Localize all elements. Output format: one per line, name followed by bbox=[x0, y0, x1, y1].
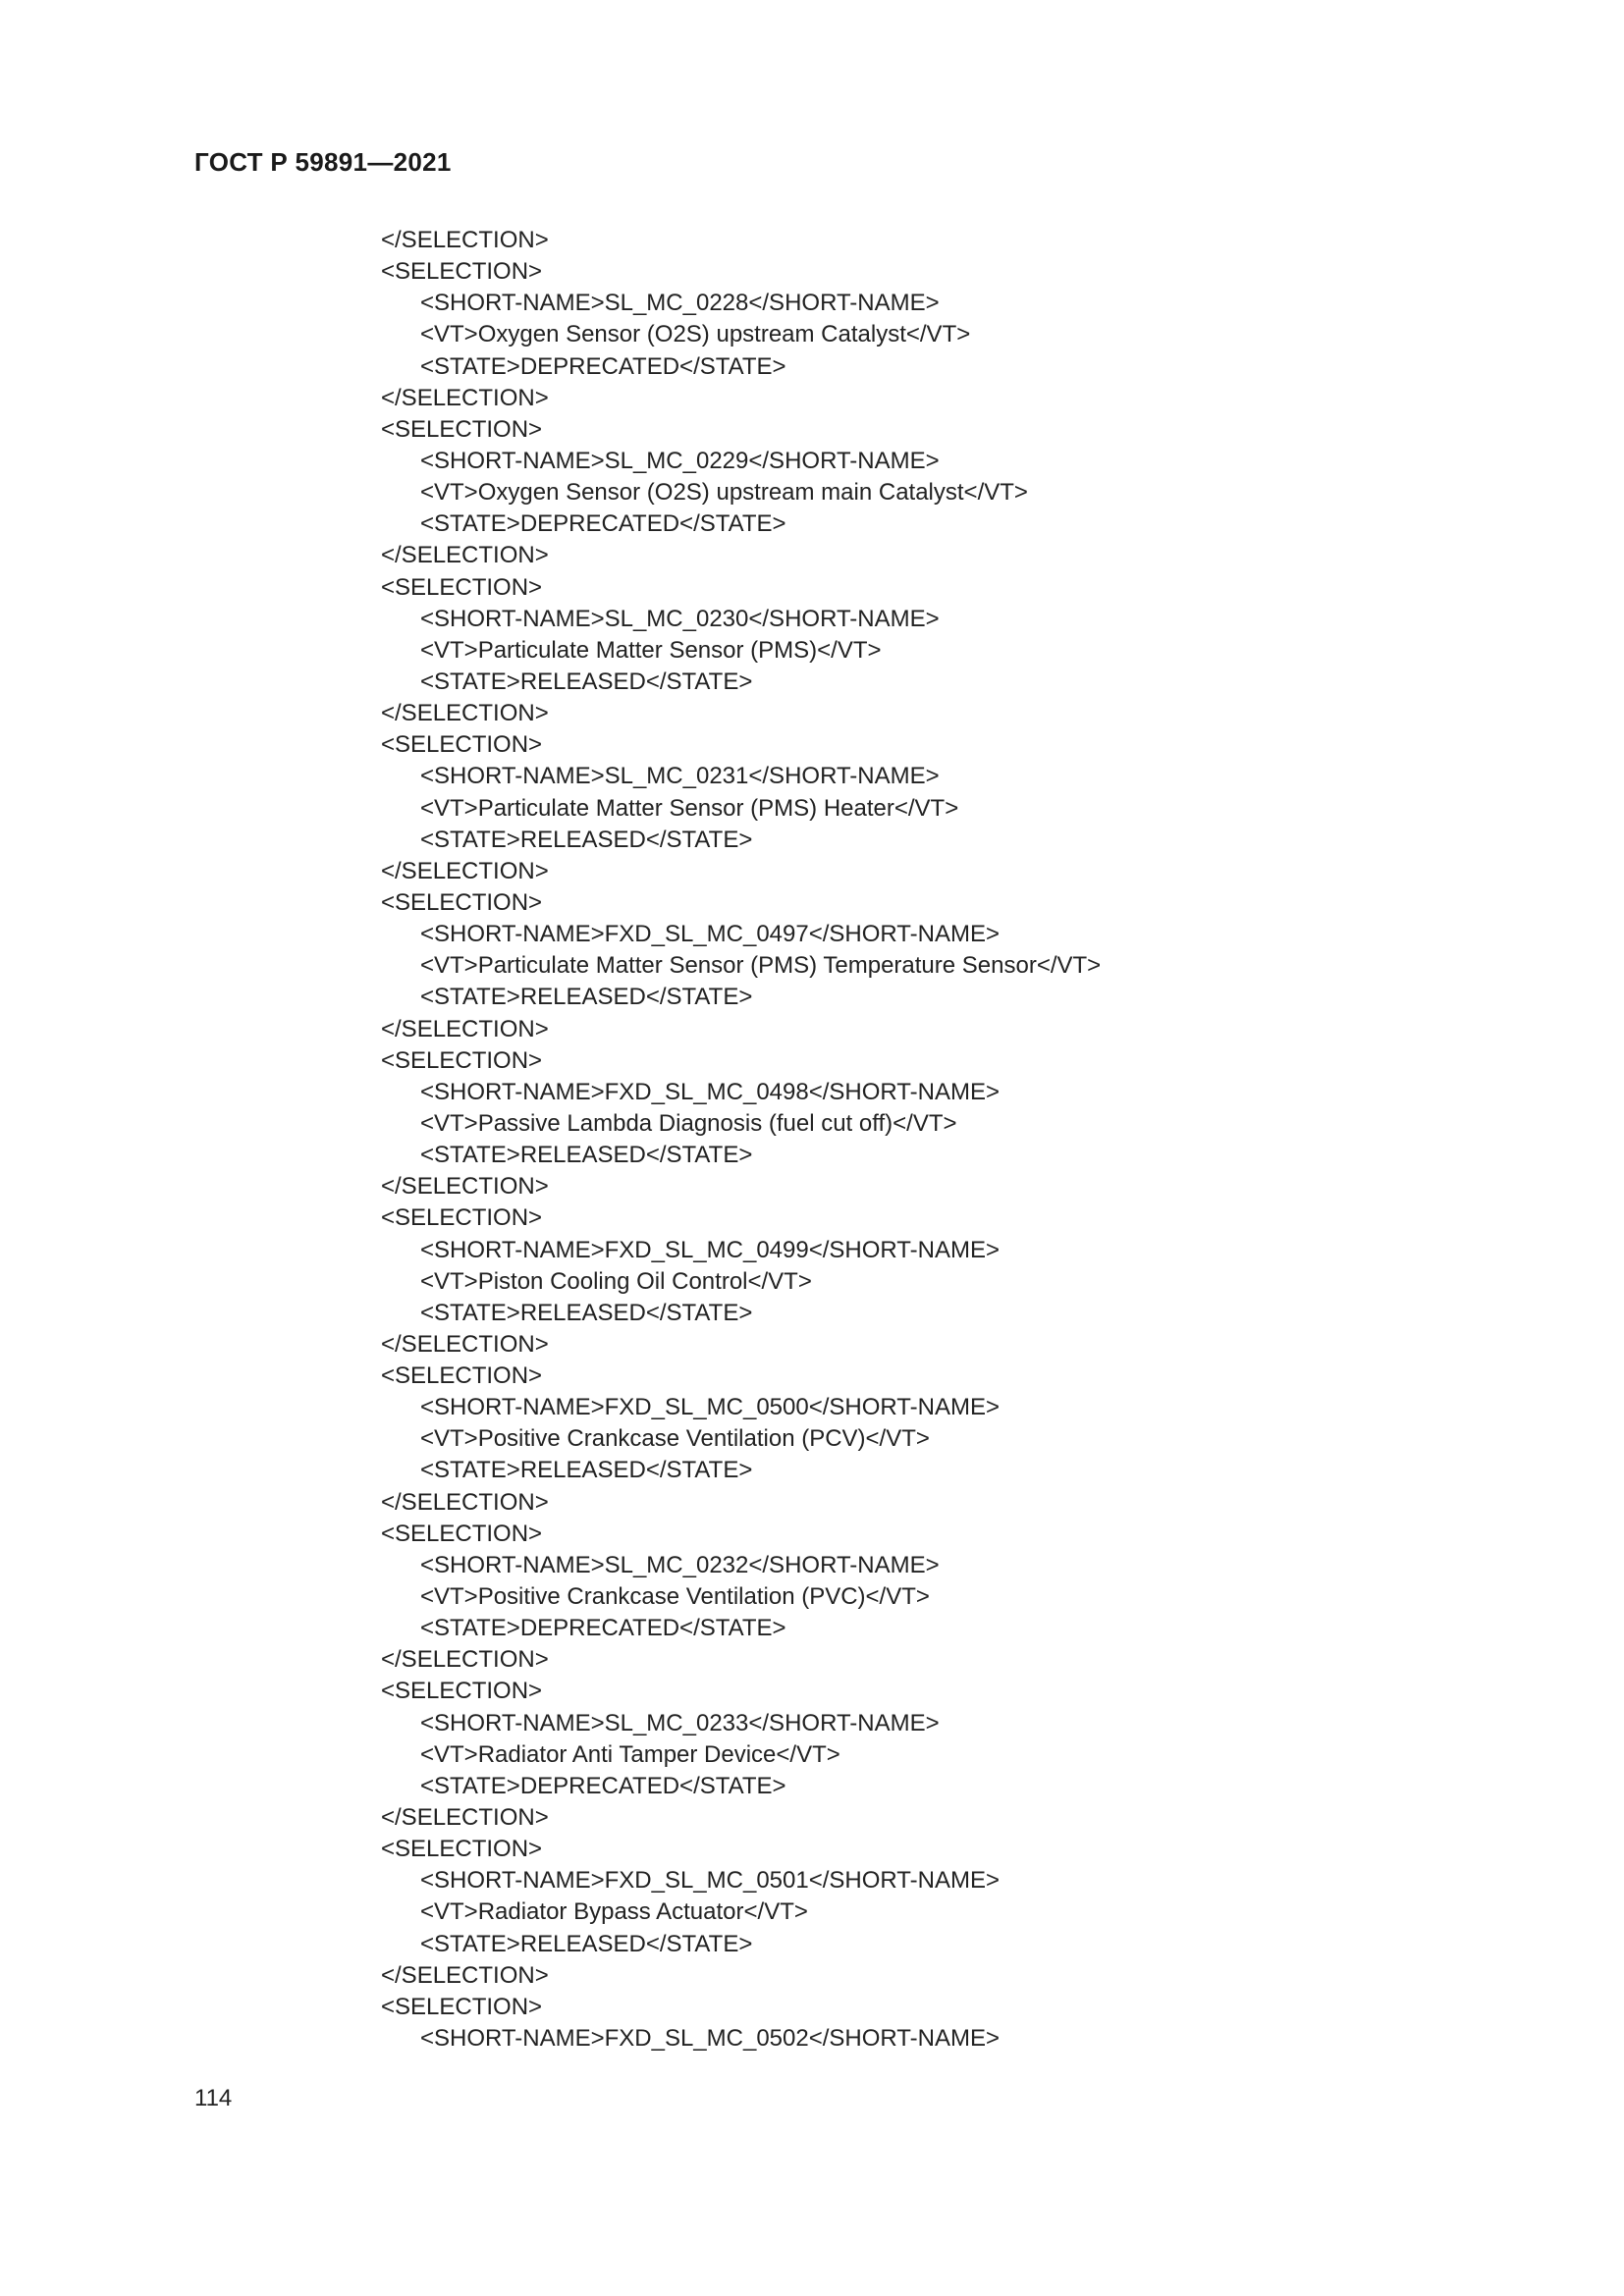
code-line: <STATE>RELEASED</STATE> bbox=[420, 1930, 753, 1957]
code-line: </SELECTION> bbox=[381, 1330, 549, 1358]
page-number: 114 bbox=[194, 2085, 233, 2111]
code-line: <STATE>DEPRECATED</STATE> bbox=[420, 352, 786, 380]
code-line: <SELECTION> bbox=[381, 1993, 543, 2020]
code-line: <SELECTION> bbox=[381, 1362, 543, 1390]
code-line: <SELECTION> bbox=[381, 1046, 543, 1074]
code-line: <SHORT-NAME>SL_MC_0230</SHORT-NAME> bbox=[420, 605, 940, 632]
code-line: <SELECTION> bbox=[381, 888, 543, 916]
code-line: <VT>Oxygen Sensor (O2S) upstream Catalyst</VT> bbox=[420, 321, 971, 348]
code-line: <VT>Particulate Matter Sensor (PMS) Temperature Sensor</VT> bbox=[420, 952, 1102, 980]
code-line: <STATE>DEPRECATED</STATE> bbox=[420, 510, 786, 538]
code-line: <SELECTION> bbox=[381, 415, 543, 443]
code-line: </SELECTION> bbox=[381, 542, 549, 569]
code-line: <SELECTION> bbox=[381, 1836, 543, 1863]
code-line: <STATE>RELEASED</STATE> bbox=[420, 1457, 753, 1484]
code-line: <SHORT-NAME>SL_MC_0231</SHORT-NAME> bbox=[420, 763, 940, 790]
code-line: </SELECTION> bbox=[381, 1173, 549, 1201]
code-line: <VT>Positive Crankcase Ventilation (PCV)</VT> bbox=[420, 1425, 930, 1453]
code-line: </SELECTION> bbox=[381, 700, 549, 727]
code-line: <SHORT-NAME>FXD_SL_MC_0498</SHORT-NAME> bbox=[420, 1078, 1000, 1105]
code-line: </SELECTION> bbox=[381, 227, 549, 253]
code-line: <SELECTION> bbox=[381, 258, 543, 286]
code-line: <SELECTION> bbox=[381, 573, 543, 601]
code-line: <SHORT-NAME>SL_MC_0233</SHORT-NAME> bbox=[420, 1709, 940, 1736]
code-line: </SELECTION> bbox=[381, 1646, 549, 1674]
code-line: <VT>Oxygen Sensor (O2S) upstream main Catalyst</VT> bbox=[420, 479, 1028, 507]
code-line: <SHORT-NAME>FXD_SL_MC_0500</SHORT-NAME> bbox=[420, 1394, 1000, 1421]
code-line: </SELECTION> bbox=[381, 1961, 549, 1989]
code-line: <STATE>RELEASED</STATE> bbox=[420, 1299, 753, 1326]
code-line: </SELECTION> bbox=[381, 1804, 549, 1832]
code-line: <STATE>DEPRECATED</STATE> bbox=[420, 1772, 786, 1799]
code-line: <SELECTION> bbox=[381, 1204, 543, 1232]
code-line: <STATE>RELEASED</STATE> bbox=[420, 1142, 753, 1169]
code-line: <VT>Particulate Matter Sensor (PMS)</VT> bbox=[420, 636, 882, 664]
code-line: <VT>Positive Crankcase Ventilation (PVC)</VT> bbox=[420, 1583, 930, 1611]
code-line: <SHORT-NAME>FXD_SL_MC_0502</SHORT-NAME> bbox=[420, 2025, 1000, 2053]
code-line: <SELECTION> bbox=[381, 1520, 543, 1547]
code-line: <STATE>RELEASED</STATE> bbox=[420, 667, 753, 695]
code-line: <STATE>DEPRECATED</STATE> bbox=[420, 1615, 786, 1642]
code-line: </SELECTION> bbox=[381, 1488, 549, 1516]
code-line: </SELECTION> bbox=[381, 857, 549, 884]
code-line: <SHORT-NAME>SL_MC_0232</SHORT-NAME> bbox=[420, 1551, 940, 1578]
code-line: <STATE>RELEASED</STATE> bbox=[420, 826, 753, 853]
code-line: <SHORT-NAME>FXD_SL_MC_0501</SHORT-NAME> bbox=[420, 1867, 1000, 1895]
code-line: <SHORT-NAME>SL_MC_0229</SHORT-NAME> bbox=[420, 447, 940, 474]
code-line: <SELECTION> bbox=[381, 731, 543, 759]
code-line: <VT>Passive Lambda Diagnosis (fuel cut off)</VT> bbox=[420, 1109, 957, 1137]
code-line: </SELECTION> bbox=[381, 1015, 549, 1042]
page-header: ГОСТ Р 59891—2021 bbox=[194, 147, 452, 177]
code-line: <SELECTION> bbox=[381, 1678, 543, 1705]
code-line: <STATE>RELEASED</STATE> bbox=[420, 984, 753, 1011]
code-line: <VT>Radiator Anti Tamper Device</VT> bbox=[420, 1740, 840, 1768]
code-line: <SHORT-NAME>SL_MC_0228</SHORT-NAME> bbox=[420, 290, 940, 317]
code-line: <SHORT-NAME>FXD_SL_MC_0499</SHORT-NAME> bbox=[420, 1236, 1000, 1263]
code-line: <VT>Particulate Matter Sensor (PMS) Heater</VT> bbox=[420, 794, 959, 822]
code-line: </SELECTION> bbox=[381, 384, 549, 411]
code-line: <SHORT-NAME>FXD_SL_MC_0497</SHORT-NAME> bbox=[420, 921, 1000, 948]
code-line: <VT>Piston Cooling Oil Control</VT> bbox=[420, 1267, 812, 1295]
code-line: <VT>Radiator Bypass Actuator</VT> bbox=[420, 1898, 808, 1926]
code-listing bbox=[381, 225, 1101, 2055]
